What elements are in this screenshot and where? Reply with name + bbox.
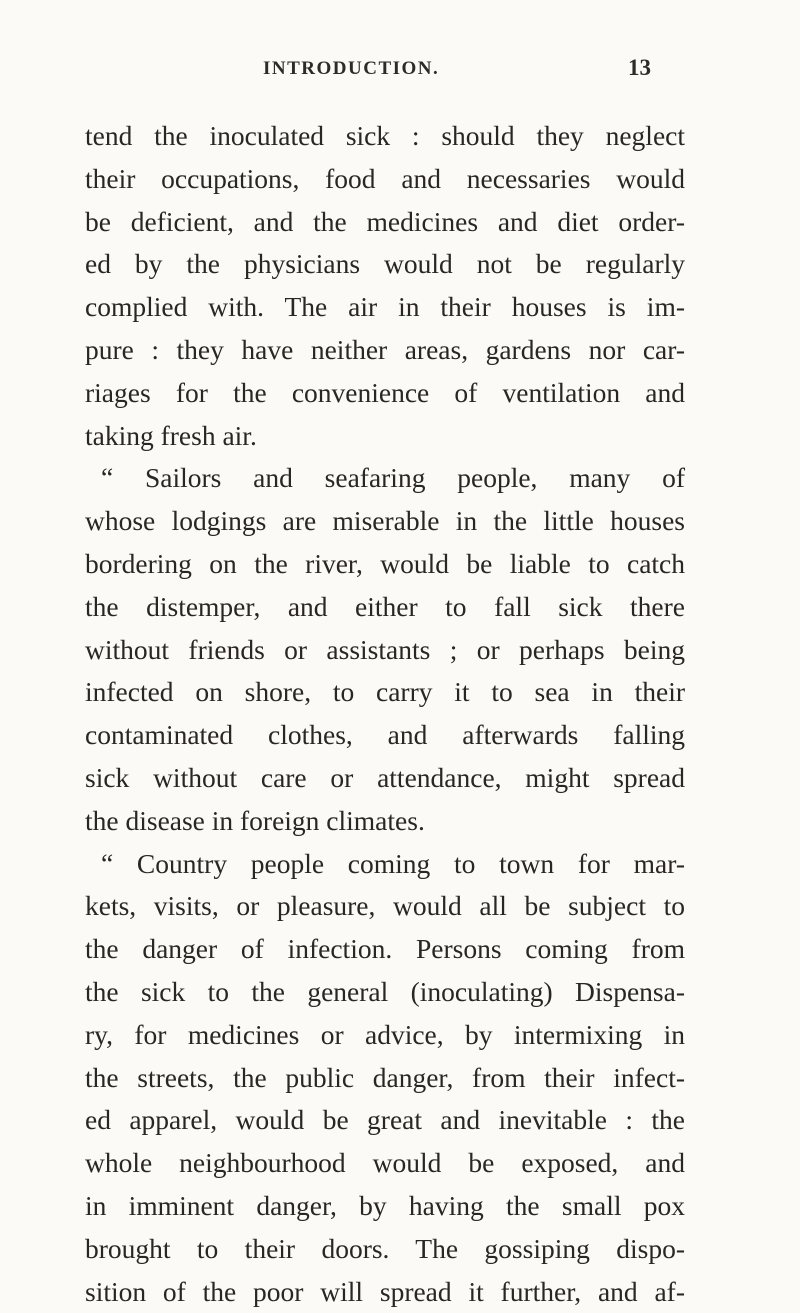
body-text bbox=[85, 115, 685, 1313]
text-line: ed by the physicians would not be regularly bbox=[85, 248, 685, 280]
text-line: infected on shore, to carry it to sea in their bbox=[85, 676, 685, 708]
text-line: “ Country people coming to town for mar- bbox=[101, 847, 685, 879]
text-line: riages for the convenience of ventilation and bbox=[85, 376, 685, 408]
text-line: the danger of infection. Persons coming from bbox=[85, 933, 685, 965]
text-line: contaminated clothes, and afterwards falling bbox=[85, 719, 685, 751]
text-line: tend the inoculated sick : should they neglect bbox=[85, 120, 685, 151]
text-line: their occupations, food and necessaries would bbox=[85, 162, 685, 194]
text-line: bordering on the river, would be liable to catch bbox=[85, 547, 685, 579]
text-line: pure : they have neither areas, gardens nor car- bbox=[85, 333, 685, 365]
text-line: complied with. The air in their houses is im- bbox=[85, 291, 685, 323]
text-line: whole neighbourhood would be exposed, and bbox=[85, 1147, 685, 1179]
text-line: ry, for medicines or advice, by intermixing in bbox=[85, 1018, 685, 1050]
text-line: sick without care or attendance, might spread bbox=[85, 761, 685, 793]
text-line: ed apparel, would be great and inevitable : the bbox=[85, 1104, 685, 1136]
text-line: the sick to the general (inoculating) Dispensa- bbox=[85, 975, 685, 1007]
text-line: sition of the poor will spread it further, and af- bbox=[85, 1275, 685, 1307]
text-line: in imminent danger, by having the small pox bbox=[85, 1189, 685, 1221]
text-line: be deficient, and the medicines and diet order- bbox=[85, 205, 685, 237]
running-head-title: INTRODUCTION. bbox=[263, 58, 440, 79]
text-line: whose lodgings are miserable in the little houses bbox=[85, 505, 685, 537]
text-line: the streets, the public danger, from their infect- bbox=[85, 1061, 685, 1093]
text-line: the disease in foreign climates. bbox=[85, 804, 425, 836]
text-line: the distemper, and either to fall sick there bbox=[85, 590, 685, 622]
text-line: taking fresh air. bbox=[85, 419, 257, 451]
text-line: kets, visits, or pleasure, would all be subject to bbox=[85, 890, 685, 922]
text-line: brought to their doors. The gossiping dispo- bbox=[85, 1232, 685, 1264]
text-line: without friends or assistants ; or perhaps being bbox=[85, 633, 685, 665]
page-number: 13 bbox=[628, 55, 651, 80]
text-line: “ Sailors and seafaring people, many of bbox=[101, 462, 685, 494]
